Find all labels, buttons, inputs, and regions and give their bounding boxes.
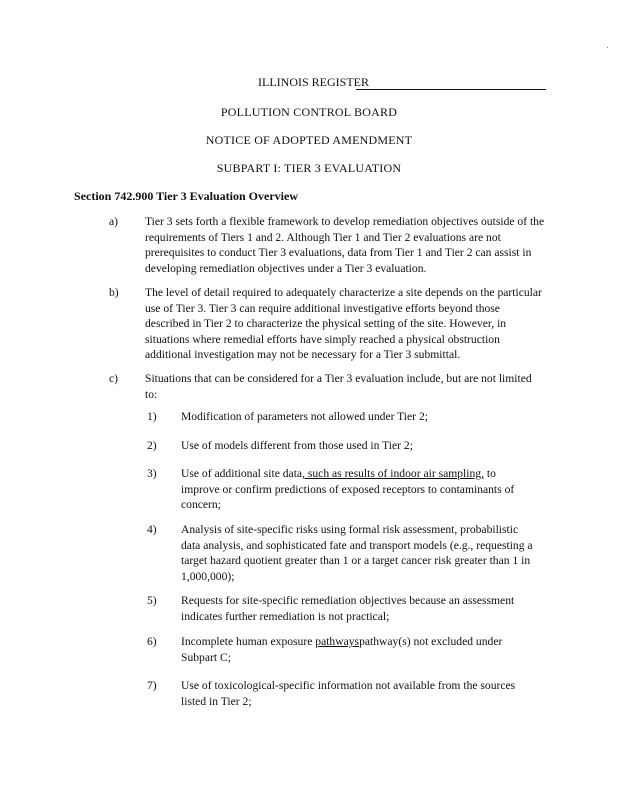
item-text: Use of models different from those used in Tier 2; <box>181 439 413 452</box>
paragraph-marker: c) <box>109 372 119 385</box>
board-title: POLLUTION CONTROL BOARD <box>220 105 398 119</box>
paragraph-text: Situations that can be considered for a Tier 3 evaluation include, but are not limited to: <box>145 372 532 401</box>
register-underline <box>356 89 546 90</box>
item-text: Analysis of site-specific risks using formal risk assessment, probabilistic data analysis, and sophisticated fate and transport models (e.g., requesting a target hazard quotient greater than 1 or a target cancer risk greater than 1 in 1,000,000); <box>181 523 533 583</box>
item-marker: 7) <box>147 679 157 692</box>
item-text-plain: to improve or confirm predictions of exposed receptors to contaminants of concern; <box>181 467 515 511</box>
item-text: Requests for site-specific remediation objectives because an assessment indicates further remediation is not practical; <box>181 594 515 623</box>
item-marker: 4) <box>147 523 157 536</box>
item-text-plain: Incomplete human exposure <box>181 635 316 648</box>
item-marker: 2) <box>147 439 157 452</box>
item-text <box>181 634 535 665</box>
item-text <box>181 466 535 513</box>
item-marker: 6) <box>147 635 157 648</box>
item-text: Modification of parameters not allowed under Tier 2; <box>181 410 428 423</box>
item-text-plain: Use of additional site data <box>181 467 303 480</box>
inserted-text: , such as results of indoor air sampling, <box>302 467 484 480</box>
item-text: Use of toxicological-specific information not available from the sources listed in Tier 2; <box>181 679 516 708</box>
item-text-plain: pathway(s) not excluded under Subpart C; <box>181 635 503 664</box>
subpart-title: SUBPART I: TIER 3 EVALUATION <box>216 161 402 175</box>
item-marker: 3) <box>147 467 157 480</box>
paragraph-marker: b) <box>109 286 119 299</box>
notice-title: NOTICE OF ADOPTED AMENDMENT <box>205 133 413 147</box>
register-title: ILLINOIS REGISTER <box>258 75 369 89</box>
item-marker: 1) <box>147 410 157 423</box>
inserted-text: pathways <box>315 635 360 648</box>
paragraph-marker: a) <box>109 215 119 228</box>
scan-speck <box>607 47 608 48</box>
item-marker: 5) <box>147 594 157 607</box>
section-heading: Section 742.900 Tier 3 Evaluation Overview <box>74 189 298 203</box>
paragraph-text: Tier 3 sets forth a flexible framework to develop remediation objectives outside of the requirements of Tiers 1 and 2. Although Tier 1 and Tier 2 evaluations are not prerequisites to conduct Tier 3 evaluations, data from Tier 1 and Tier 2 can assist in developing remediation objectives under a Tier 3 evaluation. <box>145 215 545 275</box>
paragraph-text: The level of detail required to adequately characterize a site depends on the particular use of Tier 3. Tier 3 can require additional investigative efforts beyond those described in Tier 2 to characterize the physical setting of the site. However, in situations where remedial efforts have simply reached a physical obstruction additional investigation may not be necessary for a Tier 3 submittal. <box>145 286 542 361</box>
